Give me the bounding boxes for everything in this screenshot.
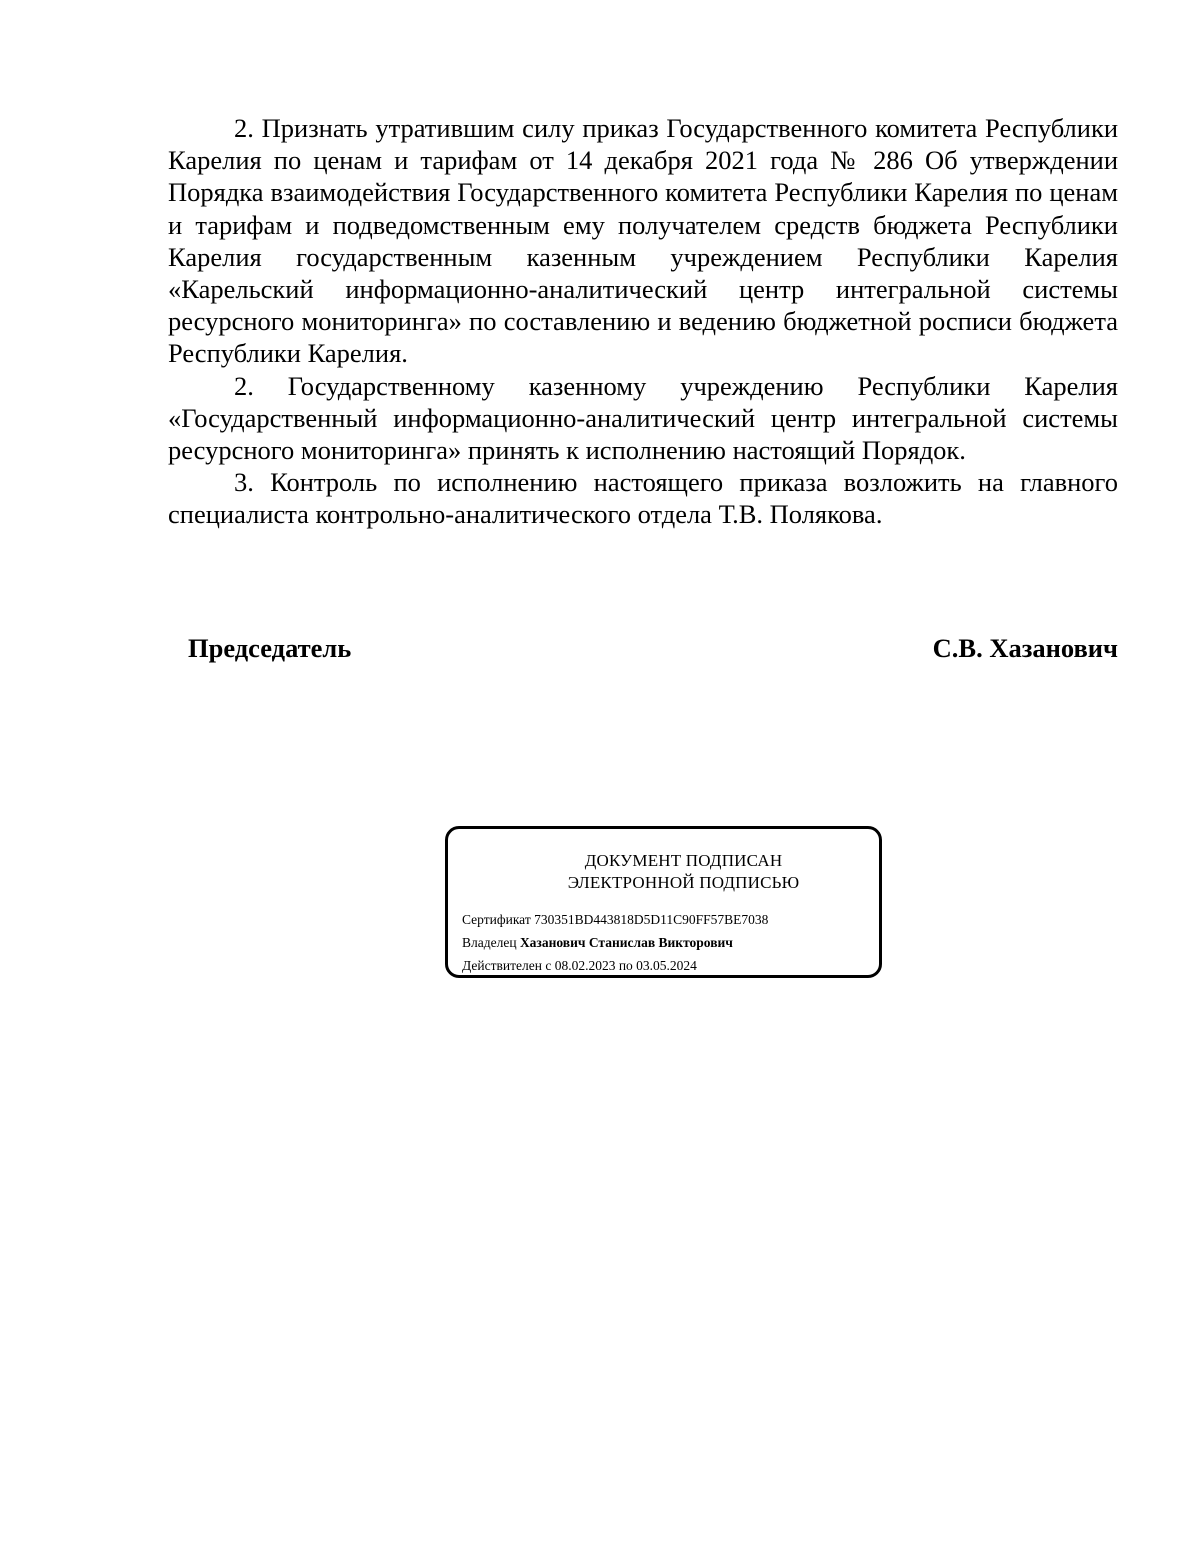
- certificate-label: Сертификат: [462, 912, 531, 927]
- stamp-header-line-1: ДОКУМЕНТ ПОДПИСАН: [584, 851, 783, 870]
- valid-to-date: 03.05.2024: [636, 958, 697, 973]
- valid-from-date: 08.02.2023: [554, 958, 616, 973]
- paragraph-accept-procedure: 2. Государственному казенному учреждению Республики Карелия «Государственный информационно-аналитический центр интегральной системы ресурсного мониторинга» принять к исполнению настоящий Порядок.: [168, 370, 1118, 466]
- signatory-name: С.В. Хазанович: [932, 633, 1118, 663]
- stamp-details: [462, 908, 768, 977]
- signatory-position: Председатель: [188, 633, 352, 663]
- valid-to-word: по: [618, 958, 633, 973]
- stamp-header-line-2: ЭЛЕКТРОННОЙ ПОДПИСЬЮ: [567, 873, 800, 892]
- document-body: [168, 112, 1118, 531]
- stamp-owner-line: [462, 931, 768, 954]
- stamp-validity-line: [462, 954, 768, 977]
- electronic-signature-stamp: [445, 826, 882, 978]
- owner-value: Хазанович Станислав Викторович: [519, 935, 733, 950]
- paragraph-control: 3. Контроль по исполнению настоящего приказа возложить на главного специалиста контрольно-аналитического отдела Т.В. Полякова.: [168, 467, 1118, 530]
- stamp-header: [448, 850, 879, 894]
- signature-block: [188, 631, 1118, 665]
- certificate-value: 730351BD443818D5D11C90FF57BE7038: [534, 912, 769, 927]
- valid-from-word: с: [545, 958, 552, 973]
- owner-label: Владелец: [462, 935, 517, 950]
- stamp-certificate-line: [462, 908, 768, 931]
- paragraph-repeal-order: 2. Признать утратившим силу приказ Государственного комитета Республики Карелия по ценам и тарифам от 14 декабря 2021 года № 286 Об утверждении Порядка взаимодействия Государственного комитета Республики Карелия по ценам и тарифам и подведомственным ему получателем средств бюджета Республики Карелия государственным казенным учреждением Республики Карелия «Карельский информационно-аналитический центр интегральной системы ресурсного мониторинга» по составлению и ведению бюджетной росписи бюджета Республики Карелия.: [168, 113, 1118, 369]
- valid-label: Действителен: [462, 958, 542, 973]
